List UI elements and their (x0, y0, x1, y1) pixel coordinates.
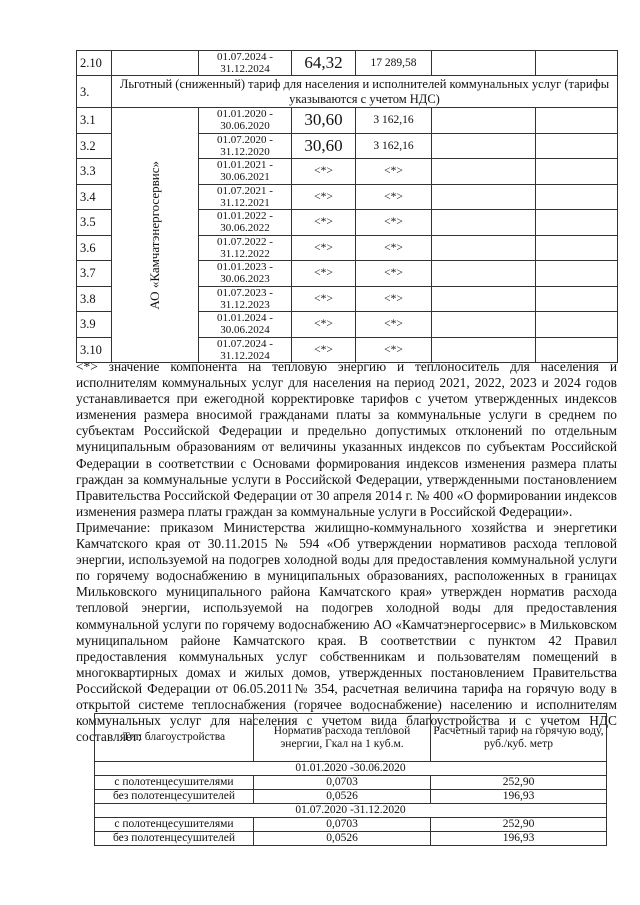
tariff-value-2: <*> (356, 337, 432, 363)
table-row (95, 818, 607, 832)
table-row (77, 51, 618, 76)
table-row (95, 790, 607, 804)
table-cell: 196,93 (431, 832, 607, 846)
table-row (77, 108, 618, 134)
body-text (76, 359, 617, 745)
period-start: 01.01.2022 - (217, 210, 273, 223)
period-start: 01.07.2021 - (217, 184, 273, 197)
period-start: 01.01.2020 - (217, 108, 273, 121)
table-cell: без полотенцесушителей (95, 832, 254, 846)
tariff-value: <*> (292, 235, 356, 261)
row-number: 3.6 (77, 235, 112, 261)
tariff-value: <*> (292, 312, 356, 338)
tariff-value-2: <*> (356, 184, 432, 210)
row-number: 3.5 (77, 210, 112, 236)
period-start: 01.07.2024 - (217, 337, 273, 350)
note: Примечание: приказом Министерства жилищно-коммунального хозяйства и энергетики Камчатского края от 30.11.2015 № 594 «Об утверждении нормативов расхода тепловой энергии, используемой на подогрев холодной воды для предоставления коммунальной услуги по горячему водоснабжению в муниципальных образованиях, расположенных в границах Мильковского муниципального района Камчатского края» утвержден норматив расхода тепловой энергии, используемой на подогрев холодной воды для предоставления коммунальной услуги по горячему водоснабжению АО «Камчатэнергосервис» в Мильковском муниципальном районе Камчатского края. В соответствии с пунктом 42 Правил предоставления коммунальных услуг собственникам и пользователям помещений в многоквартирных домах и жилых домов, утвержденных постановлением Правительства Российской Федерации от 06.05.2011№ 354, расчетная величина тарифа на горячую воду в открытой системе теплоснабжения (горячее водоснабжение) населению и исполнителям коммунальных услуг для населения с учетом вида благоустройства и с учетом НДС составляет: (76, 519, 617, 745)
header-cell: Расчетный тариф на горячую воду, руб./куб. метр (431, 714, 607, 762)
row-number: 3.4 (77, 184, 112, 210)
header-row (95, 714, 607, 762)
row-number: 3.8 (77, 286, 112, 312)
period-start: 01.07.2022 - (217, 235, 273, 248)
period-cell (199, 261, 292, 287)
hot-water-tariff-table (94, 713, 607, 846)
period-cell (199, 159, 292, 185)
tariff-value-2: <*> (356, 159, 432, 185)
table-row (95, 832, 607, 846)
period-cell (199, 235, 292, 261)
tariff-value: <*> (292, 337, 356, 363)
tariff-value: <*> (292, 210, 356, 236)
period-end: 31.12.2020 (220, 145, 270, 158)
table-cell: 252,90 (431, 776, 607, 790)
period-cell (199, 210, 292, 236)
period-end: 30.06.2022 (220, 222, 270, 235)
tariff-value: <*> (292, 261, 356, 287)
tariff-value: 30,60 (292, 108, 356, 134)
period-row (95, 762, 607, 776)
row-number: 2.10 (77, 51, 112, 76)
tariff-value: 30,60 (292, 133, 356, 159)
period-cell: 01.07.2024 - 31.12.2024 (199, 51, 292, 76)
tariff-value-2: <*> (356, 312, 432, 338)
tariff-value-2: <*> (356, 235, 432, 261)
period-start: 01.01.2021 - (217, 159, 273, 172)
footnote: <*> значение компонента на тепловую энергию и теплоноситель для населения и исполнителям коммунальных услуг для населения на период 2021, 2022, 2023 и 2024 годов устанавливается при ежегодной корректировке тарифов с учетом утвержденных индексов изменения размера вносимой гражданами платы за коммунальные услуги в среднем по субъектам Российской Федерации и предельно допустимых отклонений по отдельным муниципальным образованиям от величины указанных индексов по субъектам Российской Федерации в соответствии с Основами формирования индексов изменения размера платы граждан за коммунальные услуги в Российской Федерации, утвержденными постановлением Правительства Российской Федерации от 30 апреля 2014 г. № 400 «О формировании индексов изменения размера платы граждан за коммунальные услуги в Российской Федерации». (76, 359, 617, 519)
row-number: 3.2 (77, 133, 112, 159)
tariff-value: <*> (292, 286, 356, 312)
period-end: 30.06.2020 (220, 120, 270, 133)
row-number: 3.10 (77, 337, 112, 363)
tariff-value-2: 17 289,58 (356, 51, 432, 76)
organization-name: АО «Камчатэнергосервис» (147, 160, 162, 310)
tariff-value-2: <*> (356, 210, 432, 236)
period-end: 30.06.2023 (220, 273, 270, 286)
period-end: 30.06.2024 (220, 324, 270, 337)
table-cell: 0,0703 (254, 776, 431, 790)
period-label: 01.01.2020 -30.06.2020 (95, 762, 607, 776)
period-cell (199, 184, 292, 210)
period-end: 31.12.2021 (220, 196, 270, 209)
section-title: Льготный (сниженный) тариф для населения и исполнителей коммунальных услуг (тарифы указываются с учетом НДС) (112, 76, 618, 108)
period-cell (199, 133, 292, 159)
tariff-value: <*> (292, 159, 356, 185)
table-cell: с полотенцесушителями (95, 818, 254, 832)
tariff-table (76, 50, 618, 363)
tariff-value: <*> (292, 184, 356, 210)
period-start: 01.01.2024 - (217, 312, 273, 325)
table-cell: 0,0526 (254, 790, 431, 804)
tariff-value: 64,32 (292, 51, 356, 76)
tariff-value-2: 3 162,16 (356, 133, 432, 159)
period-start: 01.07.2023 - (217, 286, 273, 299)
period-end: 31.12.2022 (220, 247, 270, 260)
section-header-row (77, 76, 618, 108)
row-number: 3.1 (77, 108, 112, 134)
period-label: 01.07.2020 -31.12.2020 (95, 804, 607, 818)
table-row (95, 776, 607, 790)
tariff-value-2: <*> (356, 286, 432, 312)
table-cell: 196,93 (431, 790, 607, 804)
table-cell: 0,0526 (254, 832, 431, 846)
period-start: 01.01.2023 - (217, 261, 273, 274)
period-row (95, 804, 607, 818)
period-cell (199, 312, 292, 338)
header-cell: Тип благоустройства (95, 714, 254, 762)
period-end: 31.12.2024 (220, 349, 270, 362)
period-cell (199, 108, 292, 134)
row-number: 3. (77, 76, 112, 108)
header-cell: Норматив расхода тепловой энергии, Гкал на 1 куб.м. (254, 714, 431, 762)
table-cell: с полотенцесушителями (95, 776, 254, 790)
row-number: 3.7 (77, 261, 112, 287)
period-cell (199, 286, 292, 312)
period-end: 31.12.2023 (220, 298, 270, 311)
row-number: 3.3 (77, 159, 112, 185)
tariff-value-2: <*> (356, 261, 432, 287)
row-number: 3.9 (77, 312, 112, 338)
period-start: 01.07.2020 - (217, 133, 273, 146)
organization-cell (112, 108, 199, 363)
table-cell: без полотенцесушителей (95, 790, 254, 804)
table-cell: 0,0703 (254, 818, 431, 832)
tariff-value-2: 3 162,16 (356, 108, 432, 134)
period-end: 30.06.2021 (220, 171, 270, 184)
table-cell: 252,90 (431, 818, 607, 832)
